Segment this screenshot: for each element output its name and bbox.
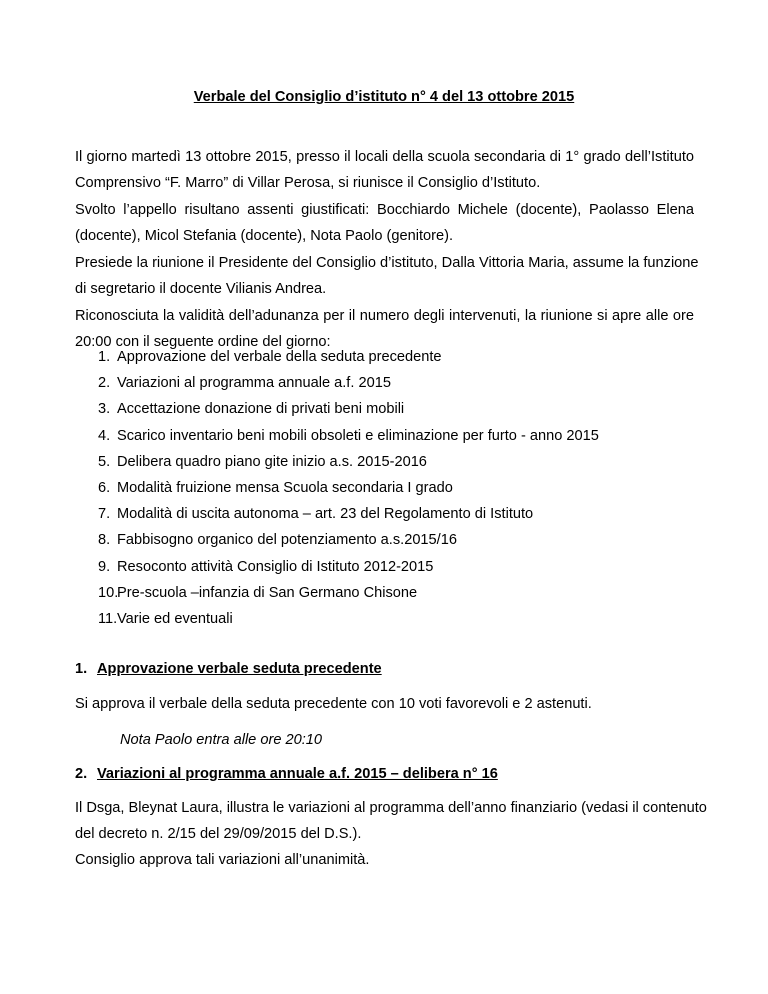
section-1-note: Nota Paolo entra alle ore 20:10: [120, 732, 323, 748]
agenda-list: [98, 344, 599, 632]
agenda-item-text: Modalità fruizione mensa Scuola secondaria I grado: [117, 479, 453, 496]
agenda-item-number: 1.: [98, 349, 111, 365]
agenda-item: [98, 370, 599, 396]
text-line: Riconosciuta la validità dell’adunanza per il numero degli intervenuti, la riunione si apre alle ore: [75, 308, 694, 324]
agenda-item-text: Accettazione donazione di privati beni mobili: [117, 401, 405, 418]
intro-paragraph-president: [75, 250, 699, 302]
section-number: 2.: [75, 766, 88, 782]
section-title: Variazioni al programma annuale a.f. 2015 – delibera n° 16: [97, 766, 498, 782]
agenda-item: [98, 580, 599, 606]
section-1-text: Si approva il verbale della seduta precedente con 10 voti favorevoli e 2 astenuti.: [75, 696, 592, 712]
agenda-item: [98, 501, 599, 527]
section-2-heading: [75, 764, 498, 784]
agenda-item-text: Modalità di uscita autonoma – art. 23 del Regolamento di Istituto: [117, 506, 534, 523]
agenda-item-number: 7.: [98, 506, 111, 523]
text-line: Svolto l’appello risultano assenti giustificati: Bocchiardo Michele (docente), Paolasso Elena: [75, 202, 694, 218]
agenda-item-text: Approvazione del verbale della seduta precedente: [117, 349, 442, 365]
agenda-item-number: 3.: [98, 401, 111, 418]
agenda-item-text: Scarico inventario beni mobili obsoleti e eliminazione per furto - anno 2015: [117, 427, 599, 444]
agenda-item-number: 6.: [98, 479, 111, 496]
agenda-item: [98, 554, 599, 580]
agenda-item-number: 5.: [98, 453, 111, 470]
intro-paragraph-absent: [75, 197, 694, 249]
intro-text: [75, 144, 699, 356]
agenda-item: [98, 396, 599, 422]
agenda-item: [98, 344, 599, 370]
agenda-item-number: 8.: [98, 532, 111, 549]
agenda-item-text: Resoconto attività Consiglio di Istituto 2012-2015: [117, 558, 434, 575]
section-title: Approvazione verbale seduta precedente: [97, 661, 382, 677]
agenda-item: [98, 527, 599, 553]
text-line: (docente), Micol Stefania (docente), Nota Paolo (genitore).: [75, 228, 454, 244]
agenda-item-number: 9.: [98, 558, 111, 575]
section-1-heading: [75, 659, 382, 679]
section-2-text: [75, 795, 707, 873]
agenda-item-text: Varie ed eventuali: [117, 610, 233, 627]
text-line: del decreto n. 2/15 del 29/09/2015 del D.S.).: [75, 826, 362, 842]
text-line: Il Dsga, Bleynat Laura, illustra le variazioni al programma dell’anno finanziario (vedasi il contenuto: [75, 800, 707, 816]
agenda-item-number: 2.: [98, 375, 111, 392]
section-number: 1.: [75, 661, 88, 677]
text-line: Presiede la riunione il Presidente del Consiglio d’istituto, Dalla Vittoria Maria, assume la funzione: [75, 255, 699, 271]
agenda-item-text: Pre-scuola –infanzia di San Germano Chisone: [117, 584, 418, 601]
agenda-item: [98, 423, 599, 449]
agenda-item-text: Variazioni al programma annuale a.f. 2015: [117, 375, 391, 392]
agenda-item: [98, 475, 599, 501]
agenda-item: [98, 606, 599, 632]
agenda-item-text: Delibera quadro piano gite inizio a.s. 2015-2016: [117, 453, 427, 470]
agenda-item: [98, 449, 599, 475]
agenda-item-text: Fabbisogno organico del potenziamento a.s.2015/16: [117, 532, 457, 549]
agenda-item-number: 4.: [98, 427, 111, 444]
agenda-item-number: 10.: [98, 584, 119, 601]
text-line: Consiglio approva tali variazioni all’unanimità.: [75, 852, 370, 868]
text-line: 20:00 con il seguente ordine del giorno:: [75, 334, 331, 350]
text-line: Comprensivo “F. Marro” di Villar Perosa, si riunisce il Consiglio d’Istituto.: [75, 175, 541, 191]
text-line: di segretario il docente Vilianis Andrea.: [75, 281, 327, 297]
document-title: Verbale del Consiglio d’istituto n° 4 del 13 ottobre 2015: [193, 89, 575, 105]
text-line: Il giorno martedì 13 ottobre 2015, presso il locali della scuola secondaria di 1° grado dell’Istituto: [75, 149, 694, 165]
intro-paragraph-meeting: [75, 144, 694, 196]
agenda-item-number: 11.: [98, 610, 118, 627]
